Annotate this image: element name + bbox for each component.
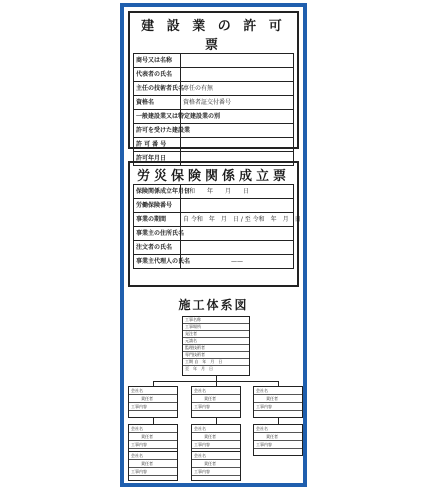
top-row: 至 年 月 日 (185, 366, 213, 371)
row-value: 自 令和 年 月 日 / 至 令和 年 月 日 (181, 213, 294, 227)
insurance-row (134, 185, 294, 199)
permit-row (134, 110, 294, 124)
row-label: 労働保険番号 (134, 199, 181, 213)
card-row: 工事内容 (192, 403, 240, 411)
top-row: 工期 自 年 月 日 (183, 359, 249, 366)
system-chart-title: 施工体系図 (178, 298, 249, 312)
row-value (181, 199, 294, 213)
row-value: 令和 年 月 日 (181, 185, 294, 199)
card-row: 責任者 (129, 395, 177, 403)
row-value (181, 124, 294, 138)
card-row: 責任者 (192, 433, 240, 441)
row-value (181, 138, 294, 152)
row-label: 許可を受けた建設業 (134, 124, 181, 138)
top-row: 発注者 (183, 331, 249, 338)
row-label: 許可年月日 (134, 152, 181, 166)
subcontractor-card (253, 386, 303, 418)
permit-row (134, 68, 294, 82)
insurance-row (134, 255, 294, 269)
row-value (181, 68, 294, 82)
row-value (181, 54, 294, 68)
permit-table (133, 53, 294, 166)
permit-row (134, 54, 294, 68)
card-row: 工事内容 (129, 403, 177, 411)
row-label: 事業の期間 (134, 213, 181, 227)
row-label: 一般建設業又は特定建設業の別 (134, 110, 181, 124)
card-row: 会社名 (254, 425, 302, 433)
card-row: 会社名 (129, 387, 177, 395)
subcontractor-card (128, 386, 178, 418)
row-value (181, 227, 294, 241)
card-row: 工事内容 (192, 468, 240, 476)
row-label: 事業主代理人の氏名 (134, 255, 181, 269)
row-value (181, 241, 294, 255)
card-row: 工事内容 (254, 403, 302, 411)
insurance-row (134, 199, 294, 213)
permit-row (134, 138, 294, 152)
card-row: 責任者 (192, 395, 240, 403)
construction-sign-board (120, 3, 307, 487)
insurance-row (134, 227, 294, 241)
top-row: 工事場所 (183, 324, 249, 331)
row-label: 許 可 番 号 (134, 138, 181, 152)
card-row: 責任者 (129, 460, 177, 468)
top-row: 元請名 (183, 338, 249, 345)
row-value: —— (181, 255, 294, 269)
row-value: 専任の有無 (181, 82, 294, 96)
card-row: 責任者 (192, 460, 240, 468)
insurance-table (133, 184, 301, 269)
card-row: 責任者 (129, 433, 177, 441)
card-row: 責任者 (254, 395, 302, 403)
subcontractor-card (253, 424, 303, 456)
row-label: 保険関係成立年月日 (134, 185, 181, 199)
permit-row (134, 124, 294, 138)
row-label: 商号又は名称 (134, 54, 181, 68)
row-label: 事業主の住所氏名 (134, 227, 181, 241)
card-row: 会社名 (129, 425, 177, 433)
row-label: 主任の技術者氏名 (134, 82, 181, 96)
insurance-row (134, 213, 294, 227)
row-value: 資格者証交付番号 (181, 96, 294, 110)
subcontractor-card (191, 386, 241, 418)
insurance-title: 労災保険関係成立票 (136, 169, 290, 184)
subcontractor-card (191, 451, 241, 481)
top-row: 監理技術者 (183, 345, 249, 352)
permit-row (134, 96, 294, 110)
row-label: 注文者の氏名 (134, 241, 181, 255)
card-row: 会社名 (192, 425, 240, 433)
insurance-panel (128, 161, 299, 287)
card-row: 工事内容 (192, 441, 240, 449)
card-row: 責任者 (254, 433, 302, 441)
top-row: 専門技術者 (183, 352, 249, 359)
permit-row (134, 82, 294, 96)
top-row: 工事名称 (183, 317, 249, 324)
card-row: 会社名 (129, 452, 177, 460)
insurance-row (134, 241, 294, 255)
row-label: 資格名 (134, 96, 181, 110)
card-row: 会社名 (192, 387, 240, 395)
card-row: 会社名 (254, 387, 302, 395)
permit-title: 建 設 業 の 許 可 票 (141, 19, 286, 53)
subcontractor-card (128, 451, 178, 481)
row-label: 代表者の氏名 (134, 68, 181, 82)
card-row: 工事内容 (129, 441, 177, 449)
prime-contractor-card (182, 316, 250, 376)
permit-panel (128, 11, 299, 162)
card-row: 工事内容 (254, 441, 302, 449)
card-row: 工事内容 (129, 468, 177, 476)
card-row: 会社名 (192, 452, 240, 460)
